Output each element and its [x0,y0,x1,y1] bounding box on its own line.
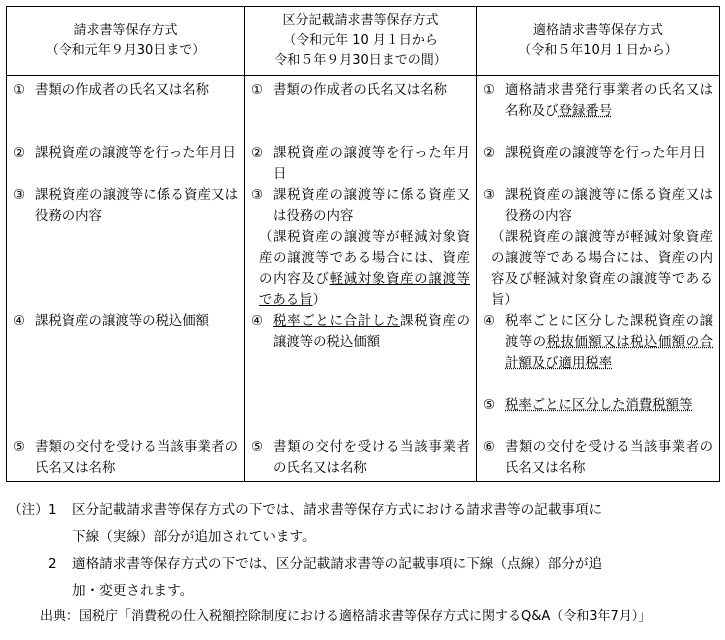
item-text: 課税資産の譲渡等を行った年月日 [35,146,236,161]
note-number: 1 [48,502,57,518]
item-text: 課税資産の譲渡等に係る資産又は役務の内容 [35,188,238,224]
underlined-dotted-text: 登録番号 [558,104,613,119]
item-parenthetical [251,227,470,311]
list-item [13,311,238,437]
list-item-note [251,227,470,311]
comparison-table-wrapper [6,6,719,482]
header-invoice-method [7,7,245,76]
underlined-solid-text: 税率ごとに合計した [273,314,401,329]
note-text: 区分記載請求書等保存方式の下では、請求書等保存方式における請求書等の記載事項に [72,502,603,518]
item-text-rest: 課税資産の譲渡等の税込価額 [273,314,471,350]
header-classified-invoice-method [245,7,477,76]
header-title: 区分記載請求書等保存方式 [282,13,439,28]
header-title: 適格請求書等保存方式 [532,23,663,38]
list-item [251,143,470,185]
list-item [13,437,238,479]
list-item [483,395,713,437]
underlined-dotted-text: 税率ごとに区分した消費税額等 [505,398,693,413]
item-number: ⑥ [483,440,496,455]
list-item [251,185,470,227]
item-text: 課税資産の譲渡等に係る資産又は役務の内容 [505,188,713,224]
col-invoice-method [7,76,245,482]
notes-section [8,497,718,605]
item-number: ⑤ [483,398,496,413]
item-text-main: 税率ごとに区分した課税資産の譲渡等の [505,314,713,350]
item-text-main: 適格請求書発行事業者の氏名又は名称及び [505,83,713,119]
underlined-dotted-text: 税抜価額又は税込価額の合計額及び適用税率 [505,335,714,371]
list-item [483,143,713,185]
item-number: ② [483,146,496,161]
item-number: ④ [13,314,26,329]
item-number: ③ [251,188,264,203]
notes-label: （注） [8,502,49,518]
list-item [483,80,713,143]
underlined-solid-text: 軽減対象資産の譲渡等である旨 [259,272,471,308]
list-item [483,311,713,395]
item-text: 課税資産の譲渡等の税込価額 [35,314,210,329]
item-text [505,311,713,395]
header-qualified-invoice-method [477,7,720,76]
note-item [8,551,718,578]
item-text [505,80,713,143]
list-item-note [483,227,713,311]
item-text: 書類の作成者の氏名又は名称 [35,83,210,98]
source-citation: 出典：国税庁「消費税の仕入税額控除制度における適格請求書等保存方式に関するQ&A（令和3年7月）」 [40,609,652,624]
item-text: 書類の交付を受ける当該事業者の氏名又は名称 [35,440,238,476]
header-period: （令和元年 10 月１日から [283,33,438,48]
header-period-end: 令和５年９月30日までの間） [274,53,447,68]
item-text: 課税資産の譲渡等を行った年月日 [505,146,706,161]
item-number: ④ [251,314,264,329]
item-number: ② [251,146,264,161]
item-number: ② [13,146,26,161]
header-title: 請求書等保存方式 [73,23,178,38]
col-qualified-invoice-method [477,76,720,482]
header-period: （令和５年10月１日から） [518,43,678,58]
list-item [251,311,470,437]
list-item [251,437,470,479]
paren-text: （課税資産の譲渡等が軽減対象資産の譲渡等である場合には、資産の内容及び [259,230,470,287]
item-text: 書類の作成者の氏名又は名称 [273,83,448,98]
list-item [483,437,713,479]
list-item [13,143,238,185]
list-item [13,80,238,143]
note-text-continued: 加・変更されます。 [72,583,194,599]
item-text: 書類の交付を受ける当該事業者の氏名又は名称 [273,440,470,476]
invoice-method-comparison-table [6,6,720,482]
col-classified-invoice-method [245,76,477,482]
list-item [483,185,713,227]
item-parenthetical: （課税資産の譲渡等が軽減対象資産の譲渡等である場合には、資産の内容及び軽減対象資産の譲渡等である旨） [491,230,713,308]
header-row [7,7,720,76]
item-number: ① [13,83,26,98]
note-text-continued: 下線（実線）部分が追加されています。 [72,529,316,545]
note-item [8,497,718,524]
item-number: ⑤ [251,440,264,455]
item-text: 課税資産の譲渡等に係る資産又は役務の内容 [273,188,470,224]
list-item [13,185,238,311]
item-number: ④ [483,314,496,329]
item-number: ① [251,83,264,98]
item-text [273,311,470,437]
item-number: ① [483,83,496,98]
item-text: 課税資産の譲渡等を行った年月日 [273,146,470,182]
body-row [7,76,720,482]
paren-close: ） [312,293,326,308]
note-number: 2 [48,556,57,572]
item-number: ⑤ [13,440,26,455]
list-item [251,80,470,143]
header-period: （令和元年９月30日まで） [45,43,206,58]
item-number: ③ [13,188,26,203]
item-text: 書類の交付を受ける当該事業者の氏名又は名称 [505,440,713,476]
item-number: ③ [483,188,496,203]
note-text: 適格請求書等保存方式の下では、区分記載請求書等の記載事項に下線（点線）部分が追 [72,556,603,572]
